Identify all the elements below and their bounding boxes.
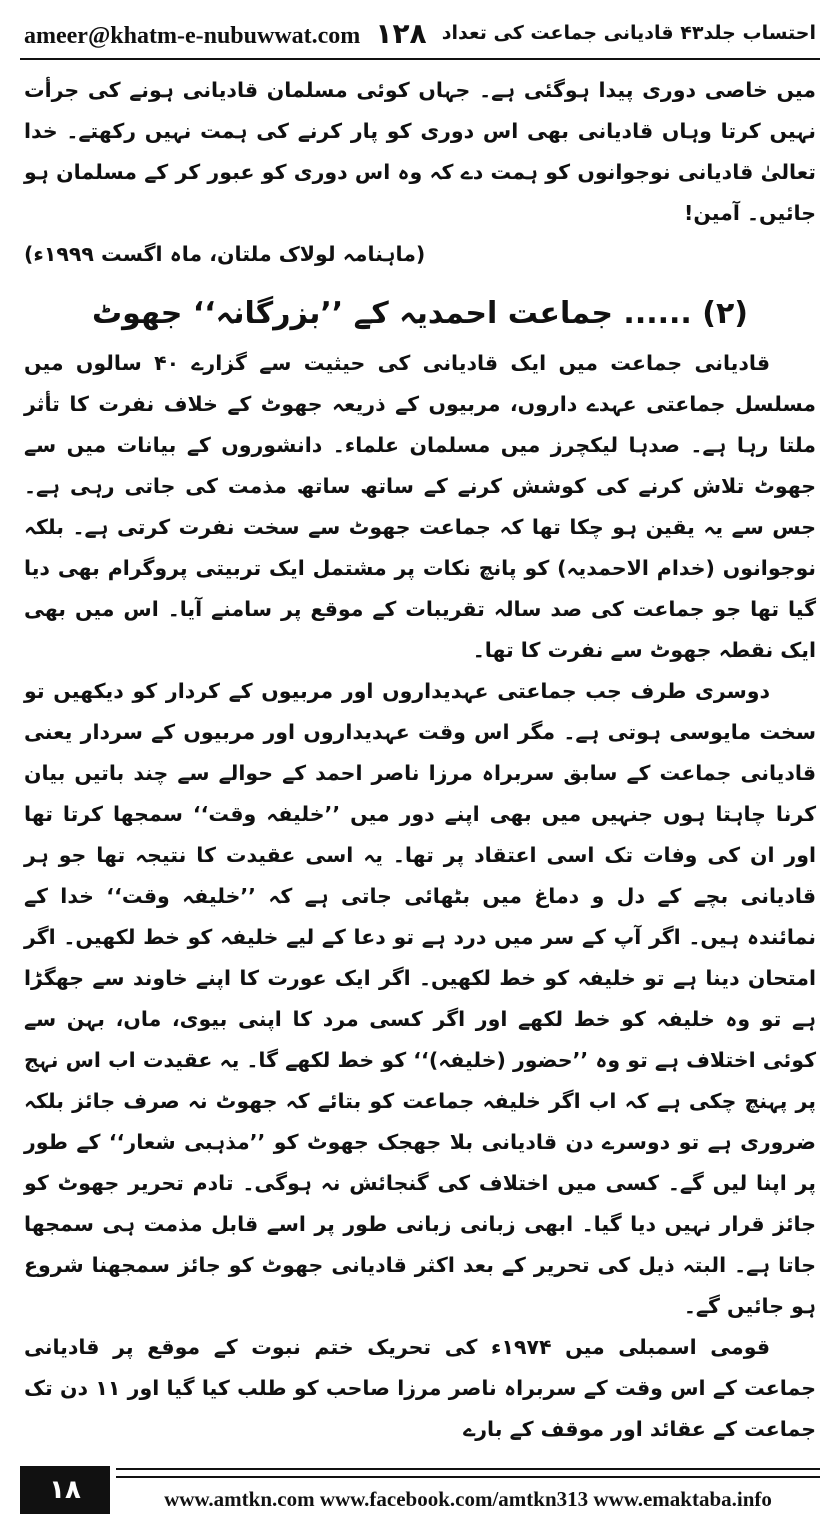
paragraph-2: قادیانی جماعت میں ایک قادیانی کی حیثیت سے گزارے ۴۰ سالوں میں مسلسل جماعتی عہدے داروں، مربیوں کے ذریعہ جھوٹ کے خلاف نفرت کا تأثر ملتا رہا ہے۔ صدہا لیکچرز میں مسلمان علماء۔ دانشوروں کے بیانات میں سے جھوٹ تلاش کرنے کی کوشش کرنے کے ساتھ ساتھ مذمت کی جاتی رہی ہے۔ جس سے یہ یقین ہو چکا تھا کہ جماعت جھوٹ سے سخت نفرت کرتی ہے۔ بلکہ نوجوانوں (خدام الاحمدیہ) کو پانچ نکات پر مشتمل ایک تربیتی پروگرام بھی دیا گیا تھا جو جماعت کی صد سالہ تقریبات کے موقع پر سامنے آیا۔ اس میں بھی ایک نقطہ جھوٹ سے نفرت کا تھا۔ [24, 351, 816, 662]
footer-urls: www.amtkn.com www.facebook.com/amtkn313 www.emaktaba.info [164, 1487, 772, 1511]
citation-line [24, 234, 816, 275]
paragraph-4: قومی اسمبلی میں ۱۹۷۴ء کی تحریک ختم نبوت کے موقع پر قادیانی جماعت کے اس وقت کے سربراہ ناصر مرزا صاحب کو طلب کیا گیا اور ۱۱ دن تک جماعت کے عقائد اور موقف کے بارے [24, 1335, 816, 1441]
page-body [24, 70, 816, 1456]
paragraph-3: دوسری طرف جب جماعتی عہدیداروں اور مربیوں کے کردار کو دیکھیں تو سخت مایوسی ہوتی ہے۔ مگر اس وقت عہدیداروں اور مربیوں کے سردار یعنی قادیانی جماعت کے سابق سربراہ مرزا ناصر احمد کے حوالے سے چند باتیں بیان کرنا چاہتا ہوں جنہیں میں بھی اپنے دور میں ’’خلیفہ وقت‘‘ سمجھا کرتا تھا اور ان کی وفات تک اسی اعتقاد پر تھا۔ یہ اسی عقیدت کا نتیجہ تھا جو ہر قادیانی بچے کے دل و دماغ میں بٹھائی جاتی ہے کہ ’’خلیفہ وقت‘‘ خدا کے نمائندہ ہیں۔ اگر آپ کے سر میں درد ہے تو دعا کے لیے خلیفہ کو خط لکھیں۔ اگر امتحان دینا ہے تو خلیفہ کو خط لکھیں۔ اگر ایک عورت کا اپنے خاوند سے جھگڑا ہے تو وہ خلیفہ کو خط لکھے اور اگر کسی مرد کا اپنی بیوی، ماں، بہن سے کوئی اختلاف ہے تو وہ ’’حضور (خلیفہ)‘‘ کو خط لکھے گا۔ یہ عقیدت اب اس نہج پر پہنچ چکی ہے کہ اب اگر خلیفہ جماعت کو بتائے کہ جھوٹ نہ صرف جائز بلکہ ضروری ہے تو دوسرے دن قادیانی بلا جھجک جھوٹ کو ’’مذہبی شعار‘‘ کے طور پر اپنا لیں گے۔ کسی میں اختلاف کی گنجائش نہ ہوگی۔ تادم تحریر جھوٹ کو جائز قرار نہیں دیا گیا۔ ابھی زبانی زبانی طور پر اسے قابل مذمت ہی سمجھا جاتا ہے۔ البتہ ذیل کی تحریر کے بعد اکثر قادیانی جھوٹ کو جائز سمجھنا شروع ہو جائیں گے۔ [24, 679, 816, 1318]
footer-rule [116, 1468, 820, 1478]
page-header [24, 14, 816, 52]
page-footer [20, 1466, 820, 1514]
header-rule [20, 58, 820, 60]
citation: (ماہنامہ لولاک ملتان، ماہ اگست ۱۹۹۹ء) [24, 242, 426, 266]
header-left [24, 17, 427, 50]
header-page-number: ۱۲۸ [375, 16, 427, 50]
header-email: ameer@khatm-e-nubuwwat.com [24, 22, 361, 49]
footer-page-number: ۱۸ [20, 1466, 110, 1514]
paragraph-1: میں خاصی دوری پیدا ہوگئی ہے۔ جہاں کوئی مسلمان قادیانی ہونے کی جرأت نہیں کرتا وہاں قادیانی بھی اس دوری کو پار کرنے کی ہمت نہیں رکھتے۔ خدا تعالیٰ قادیانی نوجوانوں کو ہمت دے کہ وہ اس دوری کو عبور کر کے مسلمان ہو جائیں۔ آمین! [24, 78, 816, 225]
header-title: احتساب جلد۴۳ قادیانی جماعت کی تعداد [441, 22, 816, 44]
section-heading: (۲) ...... جماعت احمدیہ کے ’’بزرگانہ‘‘ جھوٹ [92, 296, 748, 331]
